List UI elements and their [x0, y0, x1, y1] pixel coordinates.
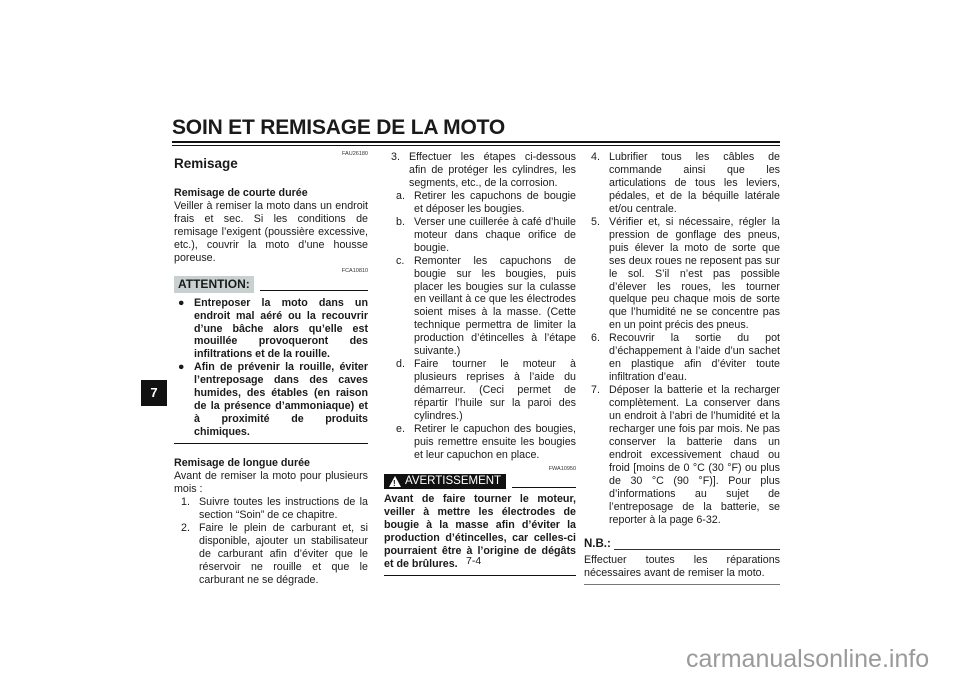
item-text: Déposer la batterie et la recharger complètement. La conserver dans un endroit à l’abri de l’humidité et la recharger une fois par mois. Ne pas conserver la batterie dans un endroit excessivement chaud ou froid [moins de 0 °C (30 °F) ou plus de 30 °C (90 °F)]. Pour plus d’informations au sujet de l’entreposage de la batterie, se reporter à la page 6-32. — [609, 384, 780, 526]
warning-triangle-icon: ! — [389, 476, 401, 487]
reference-code: FAU26180 — [342, 151, 368, 157]
subheading-long-storage: Remisage de longue durée — [174, 457, 311, 470]
bullet-icon: ● — [178, 361, 185, 374]
sub-list-item — [393, 423, 576, 462]
item-text: Suivre toutes les instructions de la section “Soin” de ce chapitre. — [199, 495, 368, 521]
column-2 — [384, 151, 576, 576]
item-text: Remonter les capuchons de bougie sur les bougies, puis placer les bougies sur la culasse en veillant à ce que les électrodes soient mises à la masse. (Cette technique permettra de limiter la production d’étincelles à l’étape suivante.) — [414, 254, 576, 358]
divider — [260, 290, 368, 291]
section-heading: Remisage — [174, 156, 238, 171]
divider — [384, 575, 576, 576]
item-text: Verser une cuillerée à café d’huile moteur dans chaque orifice de bougie. — [414, 215, 576, 254]
warning-header — [384, 474, 576, 489]
item-number: 1. — [181, 495, 190, 508]
attention-header — [174, 276, 368, 293]
item-text: Retirer les capuchons de bougie et déposer les bougies. — [414, 189, 576, 215]
item-text: Faire le plein de carburant et, si disponible, ajouter un stabilisateur de carburant afin d’éviter que le réservoir ne rouille et que le carburant ne se dégrade. — [199, 521, 368, 586]
sub-list-item — [393, 190, 576, 216]
item-letter: d. — [396, 358, 405, 371]
column-1 — [174, 150, 368, 587]
list-item — [174, 496, 368, 522]
note-header — [584, 538, 780, 551]
item-number: 6. — [591, 332, 600, 345]
warning-label-box — [384, 474, 506, 489]
long-storage-text: Avant de remiser la moto pour plusieurs mois : — [174, 470, 368, 496]
item-letter: c. — [396, 254, 405, 267]
short-storage-text: Veiller à remiser la moto dans un endroit frais et sec. Si les conditions de remisage l’exigent (poussière excessive, etc.), couvrir la moto d’une housse poreuse. — [174, 199, 368, 264]
item-number: 2. — [181, 521, 190, 534]
warning-label: AVERTISSEMENT — [405, 474, 502, 487]
list-item — [584, 151, 780, 216]
list-item — [384, 151, 576, 190]
item-number: 4. — [591, 151, 600, 163]
bullet-text: Entreposer la moto dans un endroit mal aéré ou la recouvrir d’une bâche alors qu’elle est mouillée provoqueront des infiltrations et de la rouille. — [194, 296, 368, 361]
note-label: N.B.: — [584, 537, 611, 550]
item-number: 7. — [591, 384, 600, 397]
divider — [584, 584, 780, 585]
item-number: 3. — [391, 151, 400, 163]
watermark: carmanualsonline.info — [686, 645, 930, 673]
sub-list-item — [393, 358, 576, 423]
page-title: SOIN ET REMISAGE DE LA MOTO — [172, 116, 505, 139]
bullet-icon: ● — [178, 296, 185, 309]
list-item — [584, 216, 780, 333]
warning-text: Avant de faire tourner le moteur, veiller à mettre les électrodes de bougie à la masse afin d’éviter la production d’étincelles, car celles-ci pourraient être à l’origine de dégâts et de brûlures. — [384, 492, 576, 570]
subheading-short-storage: Remisage de courte durée — [174, 186, 308, 199]
page-number: 7-4 — [466, 555, 482, 567]
attention-label: ATTENTION: — [174, 276, 254, 293]
item-letter: e. — [396, 423, 405, 436]
divider — [512, 487, 576, 488]
reference-code: FCA10810 — [341, 267, 368, 274]
divider — [614, 549, 780, 550]
note-text: Effectuer toutes les réparations nécessaires avant de remiser la moto. — [584, 553, 780, 579]
list-item — [584, 332, 780, 384]
list-item — [174, 522, 368, 587]
sub-list-item — [393, 216, 576, 255]
title-double-rule — [172, 141, 780, 146]
item-text: Lubrifier tous les câbles de commande ainsi que les articulations de tous les leviers, pédales, et de la béquille latérale et/ou centrale. — [609, 151, 780, 215]
attention-bullet — [174, 361, 368, 439]
item-text: Effectuer les étapes ci-dessous afin de protéger les cylindres, les segments, etc., de la corrosion. — [409, 151, 576, 189]
divider — [174, 443, 368, 444]
item-text: Recouvrir la sortie du pot d’échappement à l’aide d’un sachet en plastique afin d’éviter toute infiltration d’eau. — [609, 332, 780, 384]
bullet-text: Afin de prévenir la rouille, éviter l’entreposage dans des caves humides, des étables (en raison de la présence d’ammoniaque) et à proximité de produits chimiques. — [194, 361, 368, 439]
list-item — [584, 384, 780, 526]
item-text: Retirer le capuchon des bougies, puis remettre ensuite les bougies et leur capuchon en place. — [414, 423, 576, 461]
attention-bullet — [174, 297, 368, 362]
item-letter: a. — [396, 189, 405, 202]
column-3 — [584, 151, 780, 585]
sub-list-item — [393, 255, 576, 359]
item-text: Vérifier et, si nécessaire, régler la pression de gonflage des pneus, puis élever la moto de sorte que ses deux roues ne reposent pas sur le sol. S’il n’est pas possible d’élever les roues, les tourner quelque peu chaque mois de sorte que l’humidité ne se concentre pas en un point précis des pneus. — [609, 215, 780, 332]
item-text: Faire tourner le moteur à plusieurs reprises à l’aide du démarreur. (Ceci permet de répartir l’huile sur la paroi des cylindres.) — [414, 358, 576, 423]
reference-code: FWA10950 — [548, 465, 576, 472]
item-letter: b. — [396, 215, 405, 228]
item-number: 5. — [591, 215, 600, 228]
chapter-tab: 7 — [141, 380, 167, 406]
